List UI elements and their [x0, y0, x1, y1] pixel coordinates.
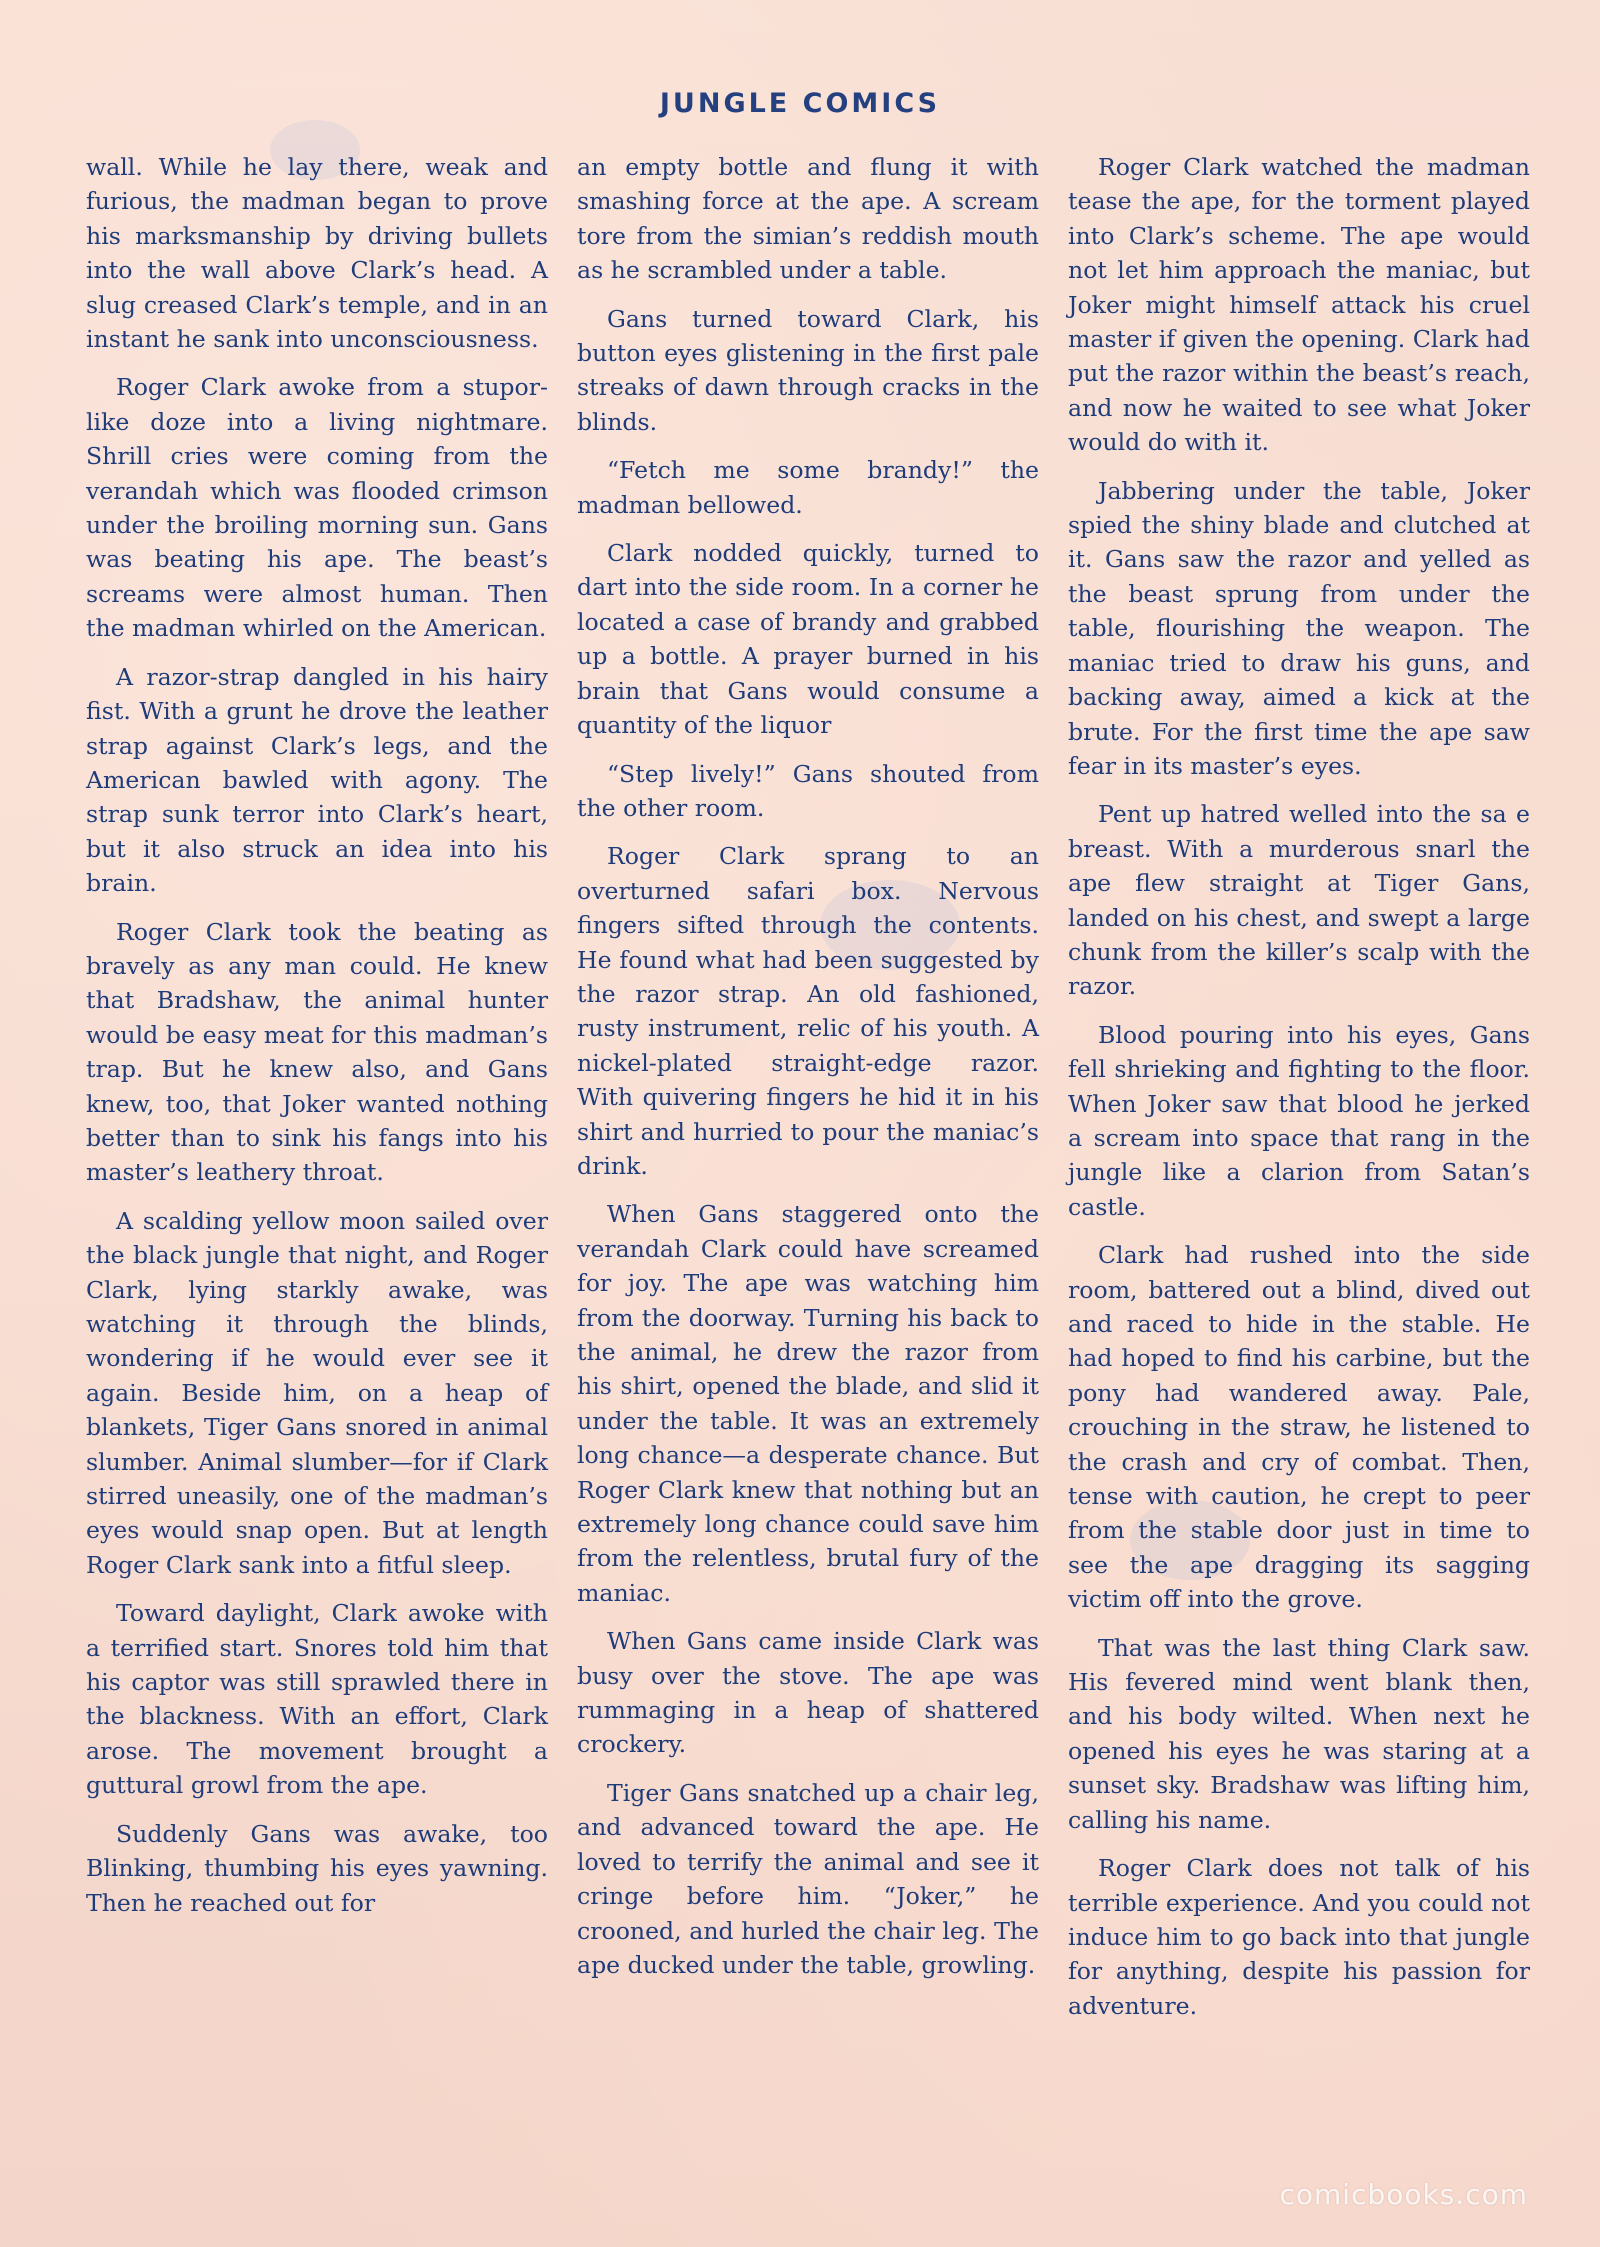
paragraph: Roger Clark sprang to an overturned safari box. Nervous fingers sifted through the contents. He found what had been suggested by the razor strap. An old fashioned, rusty instrument, relic of his youth. A nickel-plated straight-edge razor. With quivering fingers he hid it in his shirt and hurried to pour the maniac’s drink.: [577, 842, 1039, 1180]
paragraph: Clark nodded quickly, turned to dart into the side room. In a corner he located a case of brandy and grabbed up a bottle. A prayer burned in his brain that Gans would consume a quantity of the liquor: [577, 539, 1039, 740]
paragraph: When Gans came inside Clark was busy over the stove. The ape was rummaging in a heap of shattered crockery.: [577, 1627, 1039, 1759]
paragraph: Roger Clark does not talk of his terrible experience. And you could not induce him to go back into that jungle for anything, despite his passion for adventure.: [1068, 1854, 1530, 2020]
paragraph: Tiger Gans snatched up a chair leg, and advanced toward the ape. He loved to terrify the animal and see it cringe before him. “Joker,” he crooned, and hurled the chair leg. The ape ducked under the table, growling.: [577, 1778, 1039, 1979]
paragraph: Pent up hatred welled into the sa e breast. With a murderous snarl the ape flew straight at Tiger Gans, landed on his chest, and swept a large chunk from the killer’s scalp with the razor.: [1068, 800, 1530, 1001]
text-column-1: [86, 150, 548, 1934]
paragraph: an empty bottle and flung it with smashing force at the ape. A scream tore from the simian’s reddish mouth as he scrambled under a table.: [577, 153, 1039, 285]
paragraph: Roger Clark took the beating as bravely as any man could. He knew that Bradshaw, the animal hunter would be easy meat for this madman’s trap. But he knew also, and Gans knew, too, that Joker wanted nothing better than to sink his fangs into his master’s leathery throat.: [86, 917, 548, 1187]
paragraph: wall. While he lay there, weak and furious, the madman began to prove his marksmanship by driving bullets into the wall above Clark’s head. A slug creased Clark’s temple, and in an instant he sank into unconsciousness.: [86, 153, 548, 354]
page-header: JUNGLE COMICS: [659, 88, 941, 119]
paragraph: Suddenly Gans was awake, too Blinking, thumbing his eyes yawning. Then he reached out for: [86, 1819, 548, 1917]
paragraph: A razor-strap dangled in his hairy fist. With a grunt he drove the leather strap against Clark’s legs, and the American bawled with agony. The strap sunk terror into Clark’s heart, but it also struck an idea into his brain.: [86, 662, 548, 898]
paragraph: That was the last thing Clark saw. His fevered mind went blank then, and his body wilted. When next he opened his eyes he was staring at a sunset sky. Bradshaw was lifting him, calling his name.: [1068, 1633, 1530, 1834]
paragraph: A scalding yellow moon sailed over the black jungle that night, and Roger Clark, lying starkly awake, was watching it through the blinds, wondering if he would ever see it again. Beside him, on a heap of blankets, Tiger Gans snored in animal slumber. Animal slumber—for if Clark stirred uneasily, one of the madman’s eyes would snap open. But at length Roger Clark sank into a fitful sleep.: [86, 1206, 548, 1579]
paragraph: Blood pouring into his eyes, Gans fell shrieking and fighting to the floor. When Joker saw that blood he jerked a scream into space that rang in the jungle like a clarion from Satan’s castle.: [1068, 1020, 1530, 1221]
paragraph: Roger Clark watched the madman tease the ape, for the torment played into Clark’s scheme. The ape would not let him approach the maniac, but Joker might himself attack his cruel master if given the opening. Clark had put the razor within the beast’s reach, and now he waited to see what Joker would do with it.: [1068, 153, 1530, 457]
paragraph: When Gans staggered onto the verandah Clark could have screamed for joy. The ape was watching him from the doorway. Turning his back to the animal, he drew the razor from his shirt, opened the blade, and slid it under the table. It was an extremely long chance—a desperate chance. But Roger Clark knew that nothing but an extremely long chance could save him from the relentless, brutal fury of the maniac.: [577, 1200, 1039, 1607]
paragraph: “Fetch me some brandy!” the madman bellowed.: [577, 456, 1039, 519]
text-column-3: [1068, 150, 1530, 2037]
paragraph: “Step lively!” Gans shouted from the other room.: [577, 759, 1039, 822]
watermark: comicbooks.com: [1279, 2178, 1528, 2211]
paragraph: Clark had rushed into the side room, battered out a blind, dived out and raced to hide in the stable. He had hoped to find his carbine, but the pony had wandered away. Pale, crouching in the straw, he listened to the crash and cry of combat. Then, tense with caution, he crept to peer from the stable door just in time to see the ape dragging its sagging victim off into the grove.: [1068, 1241, 1530, 1614]
paragraph: Jabbering under the table, Joker spied the shiny blade and clutched at it. Gans saw the razor and yelled as the beast sprung from under the table, flourishing the weapon. The maniac tried to draw his guns, and backing away, aimed a kick at the brute. For the first time the ape saw fear in its master’s eyes.: [1068, 476, 1530, 780]
paragraph: Toward daylight, Clark awoke with a terrified start. Snores told him that his captor was still sprawled there in the blackness. With an effort, Clark arose. The movement brought a guttural growl from the ape.: [86, 1599, 548, 1800]
paragraph: Gans turned toward Clark, his button eyes glistening in the first pale streaks of dawn through cracks in the blinds.: [577, 304, 1039, 436]
paragraph: Roger Clark awoke from a stupor-like doze into a living nightmare. Shrill cries were coming from the verandah which was flooded crimson under the broiling morning sun. Gans was beating his ape. The beast’s screams were almost human. Then the madman whirled on the American.: [86, 373, 548, 643]
text-column-2: [577, 150, 1039, 1996]
